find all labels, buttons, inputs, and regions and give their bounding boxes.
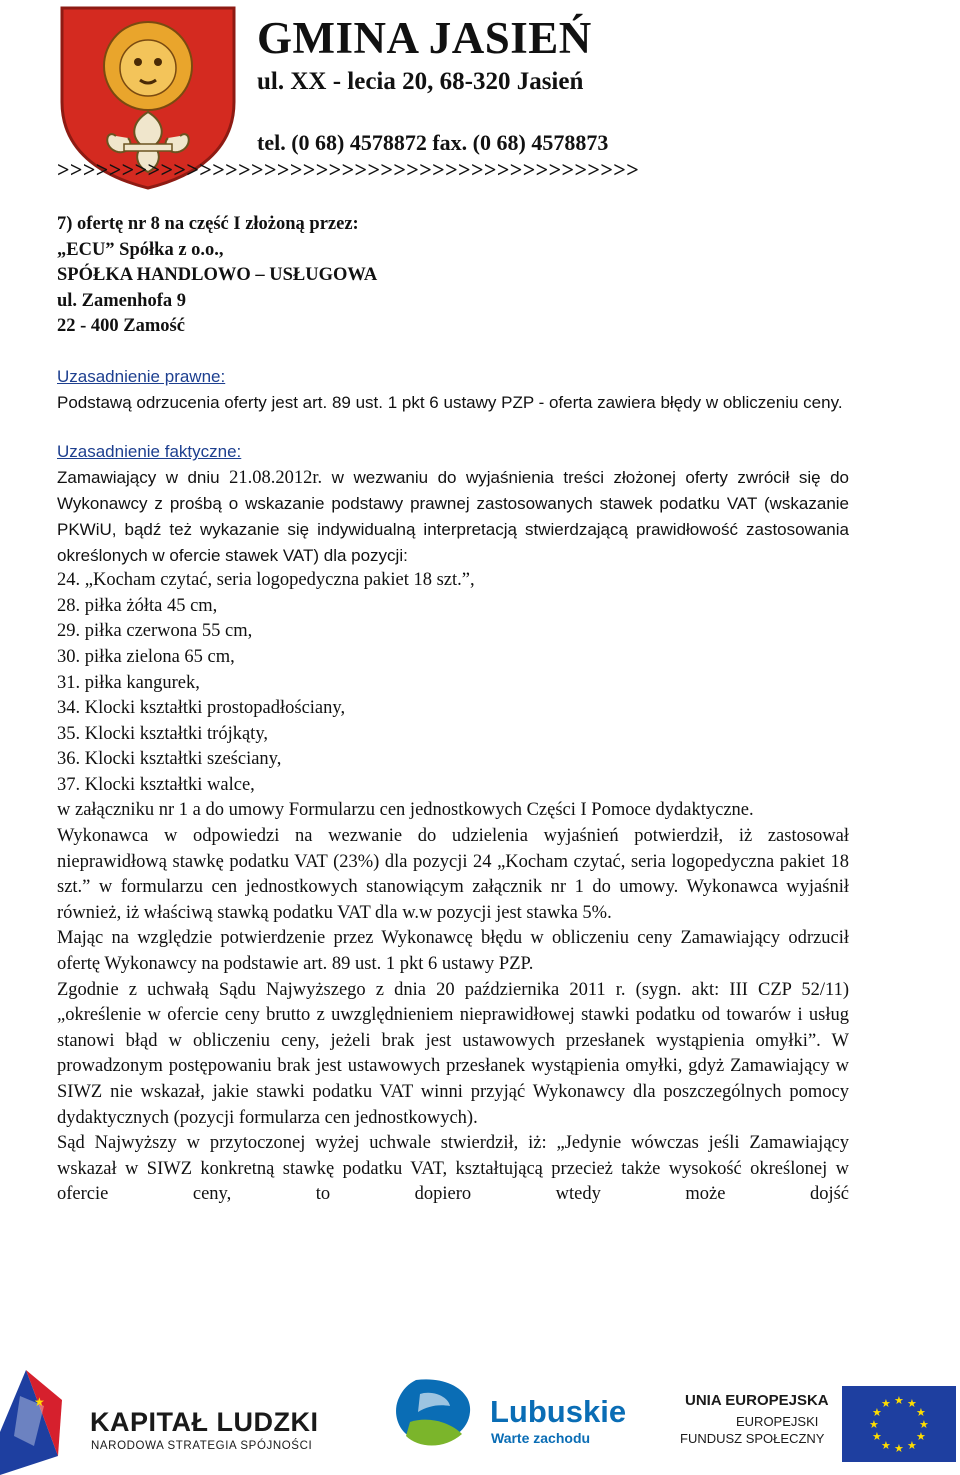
svg-text:★: ★ bbox=[869, 1418, 879, 1431]
svg-text:★: ★ bbox=[881, 1397, 891, 1410]
header-separator: >>>>>>>>>>>>>>>>>>>>>>>>>>>>>>>>>>>>>>>>>>>>> bbox=[57, 157, 640, 182]
list-item: 24. „Kocham czytać, seria logopedyczna pakiet 18 szt.”, bbox=[57, 570, 475, 591]
svg-text:★: ★ bbox=[894, 1394, 904, 1407]
paragraph-supreme-court: Zgodnie z uchwałą Sądu Najwyższego z dnia 20 października 2011 r. (sygn. akt: III CZP 52/11) „określenie w ofercie ceny brutto z uwzględnieniem nieprawidłowej stawki podatku od towarów i usług stanowi błąd w obliczeniu ceny, jeżeli brak jest ustawowych przesłanek wystąpienia omyłki”. W prowadzonym postępowaniu brak jest ustawowych przesłanek wystąpienia omyłki, gdyż Zamawiający w SIWZ nie wskazał, jakie stawki podatku VAT winni przyjąć Wykonawcy dla poszczególnych pomocy dydaktycznych (pozycji formularza cen jednostkowych). bbox=[57, 979, 849, 1128]
list-item: 36. Klocki kształtki sześciany, bbox=[57, 749, 282, 770]
paragraph-rejection: Mając na względzie potwierdzenie przez Wykonawcę błędu w obliczeniu ceny Zamawiający odrzucił ofertę Wykonawcy na podstawie art. 89 ust. 1 pkt 6 ustawy PZP. bbox=[57, 928, 849, 975]
after-items-text: w załączniku nr 1 a do umowy Formularzu cen jednostkowych Części I Pomoce dydaktyczne. bbox=[57, 800, 754, 821]
list-item: 29. piłka czerwona 55 cm, bbox=[57, 621, 253, 642]
factual-heading: Uzasadnienie faktyczne: bbox=[57, 442, 242, 462]
svg-text:★: ★ bbox=[907, 1439, 917, 1452]
list-item: 30. piłka zielona 65 cm, bbox=[57, 646, 235, 667]
svg-text:★: ★ bbox=[916, 1430, 926, 1443]
eu-flag-icon bbox=[842, 1386, 956, 1462]
list-item: 34. Klocki kształtki prostopadłościany, bbox=[57, 698, 346, 719]
lubuskie-title: Lubuskie bbox=[490, 1394, 627, 1429]
list-item: 35. Klocki kształtki trójkąty, bbox=[57, 723, 268, 744]
legal-heading: Uzasadnienie prawne: bbox=[57, 366, 226, 386]
svg-text:★: ★ bbox=[34, 1395, 45, 1409]
offer-company-name: „ECU” Spółka z o.o., bbox=[57, 239, 224, 260]
factual-intro bbox=[57, 465, 849, 568]
offer-intro: 7) ofertę nr 8 na część I złożoną przez: bbox=[57, 214, 359, 234]
municipality-title: GMINA JASIEŃ bbox=[257, 13, 592, 63]
lubuskie-subtitle: Warte zachodu bbox=[491, 1430, 591, 1446]
municipality-address: ul. XX - lecia 20, 68-320 Jasień bbox=[257, 68, 584, 95]
paragraph-court-ruling: Sąd Najwyższy w przytoczonej wyżej uchwale stwierdził, iż: „Jedynie wówczas jeśli Zamawiający wskazał w SIWZ konkretną stawkę podatku VAT, kształtującą przecież także wysokość określonej w ofercie ceny, to dopiero wtedy może dojść bbox=[57, 1133, 849, 1205]
list-item: 31. piłka kangurek, bbox=[57, 672, 200, 693]
offer-city: 22 - 400 Zamość bbox=[57, 316, 185, 337]
eu-label-line1: UNIA EUROPEJSKA bbox=[685, 1392, 829, 1409]
eu-label-line2: EUROPEJSKI bbox=[736, 1414, 819, 1429]
svg-text:★: ★ bbox=[894, 1442, 904, 1455]
svg-text:★: ★ bbox=[872, 1430, 882, 1443]
kl-logo-subtitle: NARODOWA STRATEGIA SPÓJNOŚCI bbox=[91, 1440, 313, 1452]
list-item: 37. Klocki kształtki walce, bbox=[57, 774, 255, 795]
svg-text:★: ★ bbox=[872, 1406, 882, 1419]
document-body bbox=[57, 212, 849, 1208]
list-item: 28. piłka żółta 45 cm, bbox=[57, 595, 218, 616]
svg-text:★: ★ bbox=[907, 1397, 917, 1410]
paragraph-contractor-response: Wykonawca w odpowiedzi na wezwanie do udzielenia wyjaśnień potwierdził, iż zastosował nieprawidłową stawkę podatku VAT (23%) dla pozycji 24 „Kocham czytać, seria logopedyczna pakiet 18 szt.” w formularzu cen jednostkowych stanowiącym załącznik nr 1 do umowy. Wykonawca wyjaśnił również, iż właściwą stawką podatku VAT dla w.w pozycji jest stawka 5%. bbox=[57, 826, 849, 923]
kapital-ludzki-logo bbox=[0, 1370, 62, 1475]
legal-text: Podstawą odrzucenia oferty jest art. 89 ust. 1 pkt 6 ustawy PZP - oferta zawiera błędy w obliczeniu ceny. bbox=[57, 392, 843, 412]
svg-text:★: ★ bbox=[919, 1418, 929, 1431]
kl-logo-title: KAPITAŁ LUDZKI bbox=[90, 1407, 319, 1437]
svg-text:★: ★ bbox=[881, 1439, 891, 1452]
offer-company-type: SPÓŁKA HANDLOWO – USŁUGOWA bbox=[57, 265, 378, 286]
eu-label-line3: FUNDUSZ SPOŁECZNY bbox=[680, 1431, 825, 1446]
lubuskie-logo bbox=[396, 1379, 470, 1445]
factual-date: 21.08.2012r. bbox=[229, 467, 323, 488]
factual-intro-lead: Zamawiający w dniu bbox=[57, 467, 220, 487]
factual-intro-rest: w wezwaniu do wyjaśnienia treści złożonej oferty zwrócił się do Wykonawcy z prośbą o wskazanie podstawy prawnej zastosowanych stawek podatku VAT (wskazanie PKWiU, bądź też wykazanie się indywidualną interpretacją stwierdzającą prawidłowość zastosowania określonych w ofercie stawek VAT) dla pozycji: bbox=[57, 467, 849, 565]
svg-text:★: ★ bbox=[916, 1406, 926, 1419]
municipality-phone: tel. (0 68) 4578872 fax. (0 68) 4578873 bbox=[257, 130, 609, 155]
offer-street: ul. Zamenhofa 9 bbox=[57, 290, 187, 311]
